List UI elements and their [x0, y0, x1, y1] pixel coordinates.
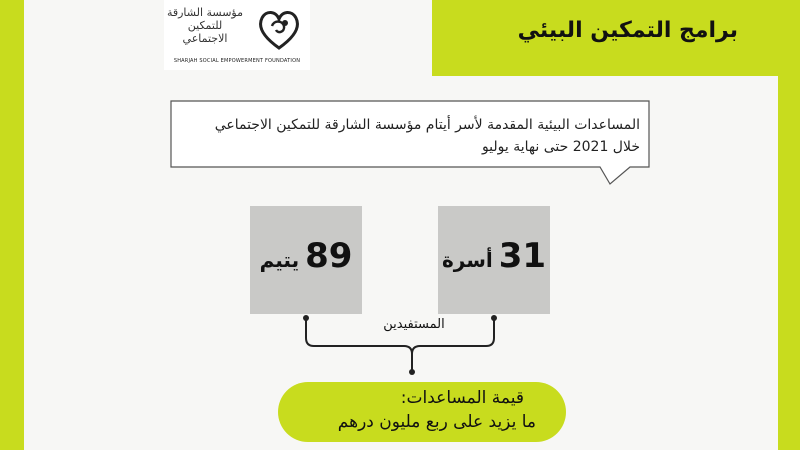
left-accent-strip: [0, 0, 24, 450]
aid-value-title: قيمة المساعدات:: [400, 388, 524, 408]
right-accent-strip: [778, 0, 800, 450]
bubble-line-1: المساعدات البيئية المقدمة لأسر أيتام مؤسسة الشارقة للتمكين الاجتماعي: [214, 117, 640, 133]
aid-value-text: ما يزيد على ربع مليون درهم: [337, 412, 536, 432]
families-label: أسرة: [441, 248, 493, 272]
orphans-label: يتيم: [259, 248, 300, 272]
families-count: 31: [498, 236, 547, 276]
beneficiaries-label: المستفيدين: [383, 317, 445, 332]
aid-value-pill: [278, 382, 566, 442]
logo-english-caption: SHARJAH SOCIAL EMPOWERMENT FOUNDATION: [173, 58, 301, 64]
orphans-count: 89: [305, 236, 353, 276]
infographic-card: [24, 0, 778, 450]
logo-arabic-name: مؤسسة الشارقة للتمكين الاجتماعي: [166, 6, 244, 45]
bubble-line-2: خلال 2021 حتى نهاية يوليو: [481, 139, 640, 155]
page-title: برامج التمكين البيئي: [517, 18, 738, 43]
